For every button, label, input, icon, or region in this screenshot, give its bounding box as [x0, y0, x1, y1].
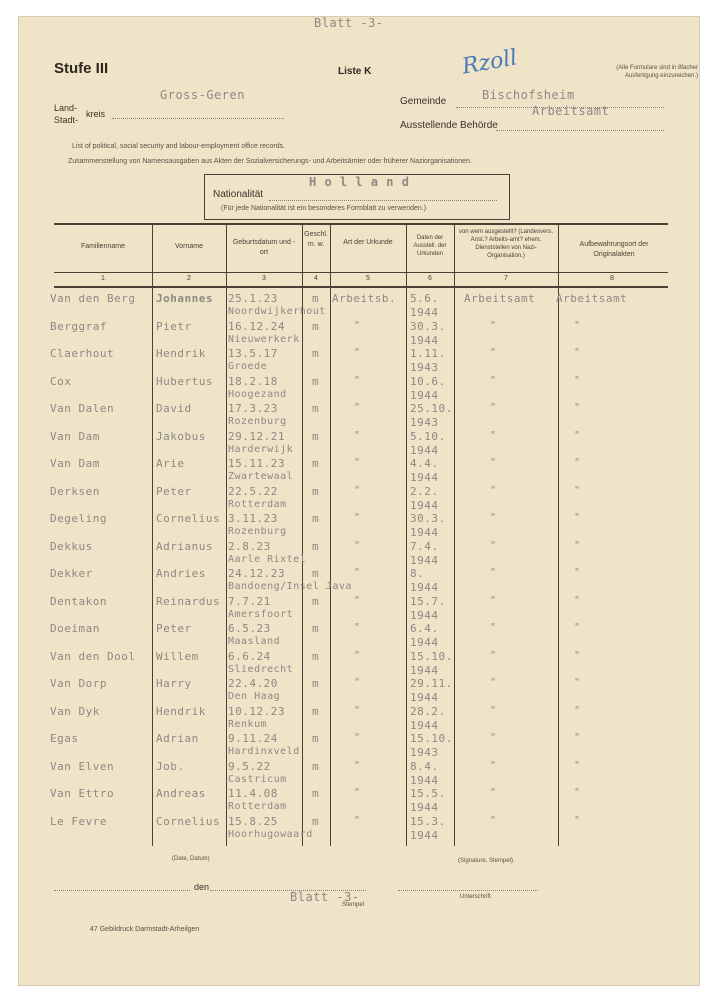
cell-vorname: Adrian — [156, 732, 199, 745]
cell-geschlecht: m — [312, 622, 320, 635]
signature-line — [398, 890, 538, 891]
cell-ausstell-datum: 7.4. — [410, 539, 439, 553]
cell-geschlecht: m — [312, 732, 320, 745]
cell-vorname: Cornelius — [156, 512, 221, 525]
cell-art: " — [354, 622, 361, 633]
cell-art: " — [354, 374, 361, 386]
cell-geburtsdatum: 9.5.22 — [228, 759, 271, 773]
cell-vorname: Hendrik — [156, 347, 206, 360]
cell-geburtsdatum: 25.1.23 — [228, 292, 278, 305]
cell-geburtsort: Rotterdam — [228, 498, 287, 510]
cell-geschlecht: m — [312, 567, 320, 580]
cell-familienname: Dekker — [50, 567, 93, 580]
cell-geschlecht: m — [312, 374, 320, 388]
cell-aufbewahrung: " — [574, 512, 581, 523]
nationality-note: (Für jede Nationalität ist ein besonderes Formblatt zu verwenden.) — [221, 205, 427, 212]
cell-ausstell-jahr: 1944 — [410, 608, 439, 622]
cell-geschlecht: m — [312, 677, 320, 690]
cell-geburtsort: Sliedrecht — [228, 663, 294, 675]
colhead-daten: Daten der Ausstell. der Urkunden — [413, 235, 447, 257]
cell-ausstell-datum: 1.11. — [410, 347, 446, 360]
cell-aufbewahrung: " — [574, 814, 581, 826]
cell-geburtsort: Groede — [228, 361, 268, 372]
cell-aufbewahrung: " — [574, 429, 581, 441]
cell-geburtsort: Renkum — [228, 718, 268, 730]
cell-geburtsdatum: 18.2.18 — [228, 374, 278, 388]
cell-vorname: Pietr — [156, 319, 192, 333]
cell-vorname: Andries — [156, 567, 206, 580]
cell-geburtsdatum: 6.6.24 — [228, 649, 271, 663]
cell-vorname: Johannes — [156, 292, 213, 305]
cell-von-wem: " — [490, 759, 497, 771]
cell-vorname: Hendrik — [156, 704, 206, 718]
cell-geburtsort: Rozenburg — [228, 416, 287, 427]
cell-ausstell-jahr: 1944 — [410, 773, 439, 787]
cell-geschlecht: m — [312, 704, 320, 718]
cell-geburtsdatum: 29.12.21 — [228, 429, 285, 443]
cell-von-wem: " — [490, 677, 497, 688]
cell-geschlecht: m — [312, 594, 320, 608]
gemeinde-value: Bischofsheim — [482, 88, 575, 102]
cell-ausstell-datum: 4.4. — [410, 457, 439, 470]
stempel-label: Stempel — [342, 902, 365, 908]
cell-von-wem: " — [490, 567, 497, 578]
cell-ausstell-datum: 2.2. — [410, 484, 439, 498]
cell-geburtsdatum: 22.5.22 — [228, 484, 278, 498]
cell-familienname: Dentakon — [50, 594, 107, 608]
cell-familienname: Van Ettro — [50, 787, 115, 800]
colnum-2: 2 — [187, 275, 191, 282]
cell-ausstell-jahr: 1944 — [410, 388, 439, 402]
cell-familienname: Doeiman — [50, 622, 100, 635]
den-label: den — [194, 882, 210, 892]
cell-aufbewahrung: " — [574, 594, 581, 606]
cell-vorname: Job. — [156, 759, 185, 773]
cell-von-wem: " — [490, 787, 497, 798]
cell-ausstell-jahr: 1944 — [410, 663, 439, 677]
cell-ausstell-datum: 10.6. — [410, 374, 446, 388]
table-rows — [18, 16, 700, 986]
cell-ausstell-datum: 28.2. — [410, 704, 446, 718]
cell-von-wem: " — [490, 429, 497, 441]
cell-von-wem: " — [490, 347, 497, 358]
cell-geburtsort: Den Haag — [228, 691, 281, 702]
cell-art: " — [354, 594, 361, 606]
cell-von-wem: " — [490, 539, 497, 551]
cell-von-wem: " — [490, 594, 497, 606]
land-label: Land- — [54, 103, 78, 113]
cell-art: " — [354, 649, 361, 661]
cell-vorname: Adrianus — [156, 539, 213, 553]
cell-art: " — [354, 677, 361, 688]
sign-signature-label: (Signature, Stempel) — [458, 858, 514, 864]
cell-geschlecht: m — [312, 347, 320, 360]
cell-geburtsdatum: 11.4.08 — [228, 787, 278, 800]
cell-familienname: Van Elven — [50, 759, 115, 773]
cell-geburtsort: Noordwijkerhout — [228, 306, 326, 317]
cell-familienname: Dekkus — [50, 539, 93, 553]
cell-ausstell-datum: 8. — [410, 567, 425, 580]
cell-familienname: Van den Dool — [50, 649, 136, 663]
cell-aufbewahrung: " — [574, 457, 581, 468]
cell-ausstell-datum: 5.10. — [410, 429, 446, 443]
cell-geburtsdatum: 15.11.23 — [228, 457, 285, 470]
cell-aufbewahrung: " — [574, 759, 581, 771]
cell-geschlecht: m — [312, 429, 320, 443]
cell-familienname: Van Dam — [50, 457, 100, 470]
cell-art: " — [354, 347, 361, 358]
cell-aufbewahrung: " — [574, 539, 581, 551]
cell-geburtsdatum: 16.12.24 — [228, 319, 285, 333]
cell-geburtsdatum: 15.8.25 — [228, 814, 278, 828]
cell-geburtsdatum: 3.11.23 — [228, 512, 278, 525]
cell-art: " — [354, 539, 361, 551]
cell-geburtsort: Aarle Rixtel — [228, 553, 307, 565]
cell-familienname: Derksen — [50, 484, 100, 498]
cell-von-wem: " — [490, 649, 497, 661]
cell-familienname: Van Dam — [50, 429, 100, 443]
cell-vorname: Reinardus — [156, 594, 221, 608]
handwritten-stamp: Rzoll — [460, 45, 520, 80]
cell-vorname: David — [156, 402, 192, 415]
cell-ausstell-datum: 15.10. — [410, 732, 453, 745]
cell-geburtsdatum: 7.7.21 — [228, 594, 271, 608]
cell-aufbewahrung: " — [574, 622, 581, 633]
cell-geburtsort: Zwartewaal — [228, 471, 294, 482]
cell-familienname: Van Dalen — [50, 402, 115, 415]
cell-aufbewahrung: " — [574, 567, 581, 578]
cell-ausstell-jahr: 1944 — [410, 691, 439, 704]
cell-ausstell-datum: 6.4. — [410, 622, 439, 635]
cell-aufbewahrung: " — [574, 374, 581, 386]
cell-von-wem: " — [490, 374, 497, 386]
cell-geburtsdatum: 2.8.23 — [228, 539, 271, 553]
cell-art: " — [354, 814, 361, 826]
cell-geburtsort: Amersfoort — [228, 608, 294, 620]
cell-vorname: Harry — [156, 677, 192, 690]
cell-geburtsdatum: 13.5.17 — [228, 347, 278, 360]
cell-geburtsdatum: 10.12.23 — [228, 704, 285, 718]
cell-ausstell-jahr: 1944 — [410, 636, 439, 649]
cell-vorname: Arie — [156, 457, 185, 470]
unterschrift-label: Unterschrift — [460, 894, 491, 900]
form-sheet — [18, 16, 700, 986]
cell-art: " — [354, 429, 361, 441]
cell-geburtsort: Bandoeng/Insel Java — [228, 581, 352, 592]
colnum-5: 5 — [366, 275, 370, 282]
cell-von-wem: " — [490, 814, 497, 826]
cell-ausstell-datum: 29.11. — [410, 677, 453, 690]
cell-von-wem: Arbeitsamt — [464, 292, 536, 305]
cell-ausstell-jahr: 1944 — [410, 828, 439, 842]
cell-aufbewahrung: " — [574, 732, 581, 743]
cell-aufbewahrung: " — [574, 649, 581, 661]
cell-geburtsort: Harderwijk — [228, 443, 294, 455]
cell-ausstell-datum: 15.10. — [410, 649, 453, 663]
cell-geburtsort: Castricum — [228, 773, 287, 785]
cell-ausstell-jahr: 1944 — [410, 526, 439, 539]
cell-aufbewahrung: Arbeitsamt — [556, 292, 628, 305]
cell-familienname: Cox — [50, 374, 72, 388]
cell-vorname: Willem — [156, 649, 199, 663]
cell-ausstell-jahr: 1944 — [410, 801, 439, 814]
cell-ausstell-datum: 5.6. — [410, 292, 439, 305]
cell-ausstell-jahr: 1943 — [410, 746, 439, 759]
cell-ausstell-jahr: 1944 — [410, 443, 439, 457]
cell-von-wem: " — [490, 402, 497, 413]
cell-ausstell-datum: 30.3. — [410, 512, 446, 525]
cell-geburtsdatum: 22.4.20 — [228, 677, 278, 690]
cell-art: " — [354, 732, 361, 743]
colnum-1: 1 — [101, 275, 105, 282]
kreis-value: Gross-Geren — [160, 88, 245, 102]
cell-art: " — [354, 457, 361, 468]
cell-aufbewahrung: " — [574, 787, 581, 798]
cell-familienname: Egas — [50, 732, 79, 745]
stufe-title: Stufe III — [54, 60, 109, 77]
cell-geschlecht: m — [312, 814, 320, 828]
cell-ausstell-jahr: 1944 — [410, 333, 439, 347]
behoerde-value: Arbeitsamt — [532, 104, 610, 118]
cell-geschlecht: m — [312, 292, 320, 305]
colnum-3: 3 — [262, 275, 266, 282]
colhead-art: Art der Urkunde — [343, 239, 393, 246]
printer-credit: 47 Gebildruck Darmstadt-Arheilgen — [90, 926, 200, 933]
cell-geburtsdatum: 17.3.23 — [228, 402, 278, 415]
blatt-top: Blatt -3- — [314, 16, 384, 30]
cell-von-wem: " — [490, 484, 497, 496]
note-line-2: Ausfertigung einzureichen.) — [624, 73, 698, 79]
cell-von-wem: " — [490, 732, 497, 743]
cell-art: " — [354, 512, 361, 523]
place-line — [54, 890, 190, 891]
cell-art: " — [354, 787, 361, 798]
cell-ausstell-datum: 25.10. — [410, 402, 453, 415]
cell-ausstell-jahr: 1944 — [410, 498, 439, 512]
cell-ausstell-datum: 8.4. — [410, 759, 439, 773]
cell-von-wem: " — [490, 622, 497, 633]
colhead-vorname: Vorname — [174, 243, 204, 250]
cell-vorname: Peter — [156, 622, 192, 635]
colnum-4: 4 — [314, 275, 318, 282]
cell-geburtsort: Rotterdam — [228, 801, 287, 812]
cell-vorname: Peter — [156, 484, 192, 498]
colnum-7: 7 — [504, 275, 508, 282]
cell-vorname: Jakobus — [156, 429, 206, 443]
cell-ausstell-jahr: 1944 — [410, 553, 439, 567]
cell-ausstell-jahr: 1944 — [410, 581, 439, 594]
cell-geburtsort: Hardinxveld — [228, 746, 300, 757]
cell-ausstell-jahr: 1944 — [410, 471, 439, 484]
cell-vorname: Hubertus — [156, 374, 213, 388]
nationality-label: Nationalität — [213, 189, 264, 200]
cell-geschlecht: m — [312, 649, 320, 663]
colhead-von-wem: von wem ausgestellt? (Landesvers. Anst.? Arbeits-amt? ehem. Dienststellen von Nazi-Organisation.) — [458, 229, 554, 259]
cell-ausstell-datum: 15.3. — [410, 814, 446, 828]
cell-geburtsort: Maasland — [228, 636, 281, 647]
cell-art: " — [354, 484, 361, 496]
cell-art: " — [354, 567, 361, 578]
cell-von-wem: " — [490, 704, 497, 716]
cell-aufbewahrung: " — [574, 484, 581, 496]
cell-familienname: Van Dyk — [50, 704, 100, 718]
cell-von-wem: " — [490, 457, 497, 468]
cell-geburtsort: Hoogezand — [228, 388, 287, 400]
cell-geschlecht: m — [312, 457, 320, 470]
cell-geburtsdatum: 6.5.23 — [228, 622, 271, 635]
cell-ausstell-jahr: 1944 — [410, 718, 439, 732]
colnum-6: 6 — [428, 275, 432, 282]
behoerde-label: Ausstellende Behörde — [400, 120, 498, 131]
cell-ausstell-datum: 15.5. — [410, 787, 446, 800]
cell-geschlecht: m — [312, 759, 320, 773]
cell-geschlecht: m — [312, 484, 320, 498]
liste-title: Liste K — [338, 66, 372, 77]
cell-geburtsort: Nieuwerkerk — [228, 333, 300, 345]
cell-geschlecht: m — [312, 539, 320, 553]
cell-familienname: Van den Berg — [50, 292, 136, 305]
cell-ausstell-jahr: 1944 — [410, 306, 439, 319]
cell-geschlecht: m — [312, 402, 320, 415]
cell-geschlecht: m — [312, 512, 320, 525]
cell-aufbewahrung: " — [574, 704, 581, 716]
blatt-bottom: Blatt -3- — [290, 890, 360, 904]
cell-familienname: Le Fevre — [50, 814, 107, 828]
nationality-value: H o l l a n d — [309, 175, 410, 189]
cell-aufbewahrung: " — [574, 347, 581, 358]
cell-familienname: Claerhout — [50, 347, 115, 360]
cell-aufbewahrung: " — [574, 319, 581, 331]
cell-ausstell-datum: 30.3. — [410, 319, 446, 333]
stadt-label: Stadt- — [54, 115, 79, 125]
cell-vorname: Cornelius — [156, 814, 221, 828]
intro-german: Zusammenstellung von Namensausgaben aus Akten der Sozialversicherungs- und Arbeitsämter oder früherer Naziorganisationen. — [68, 158, 472, 165]
intro-english: List of political, social security and labour-employment office records. — [72, 143, 286, 150]
cell-vorname: Andreas — [156, 787, 206, 800]
gemeinde-label: Gemeinde — [400, 96, 447, 107]
cell-aufbewahrung: " — [574, 677, 581, 688]
cell-aufbewahrung: " — [574, 402, 581, 413]
cell-geburtsort: Rozenburg — [228, 526, 287, 537]
colnum-8: 8 — [610, 275, 614, 282]
cell-art: " — [354, 759, 361, 771]
cell-art: " — [354, 402, 361, 413]
colhead-aufbewahrung: Aufbewahrungsort der Originalakten — [579, 241, 649, 258]
colhead-familienname: Familienname — [81, 243, 125, 250]
cell-geburtsort: Hoorhugowaard — [228, 828, 313, 840]
sign-date-label: (Date, Datum) — [172, 856, 210, 862]
kreis-label: kreis — [86, 109, 106, 119]
cell-ausstell-datum: 15.7. — [410, 594, 446, 608]
cell-geburtsdatum: 9.11.24 — [228, 732, 278, 745]
colhead-geburtsdatum: Geburtsdatum und -ort — [232, 239, 296, 256]
cell-familienname: Berggraf — [50, 319, 107, 333]
cell-art: Arbeitsb. — [332, 292, 397, 305]
cell-art: " — [354, 704, 361, 716]
cell-ausstell-jahr: 1943 — [410, 416, 439, 429]
cell-geburtsdatum: 24.12.23 — [228, 567, 285, 580]
colhead-geschlecht: Geschl. m. w. — [304, 231, 328, 248]
cell-familienname: Van Dorp — [50, 677, 107, 690]
cell-geschlecht: m — [312, 787, 320, 800]
cell-von-wem: " — [490, 512, 497, 523]
note-line-1: (Alle Formulare sind in 8facher — [616, 65, 698, 71]
cell-von-wem: " — [490, 319, 497, 331]
cell-ausstell-jahr: 1943 — [410, 361, 439, 374]
cell-familienname: Degeling — [50, 512, 107, 525]
cell-art: " — [354, 319, 361, 331]
cell-geschlecht: m — [312, 319, 320, 333]
